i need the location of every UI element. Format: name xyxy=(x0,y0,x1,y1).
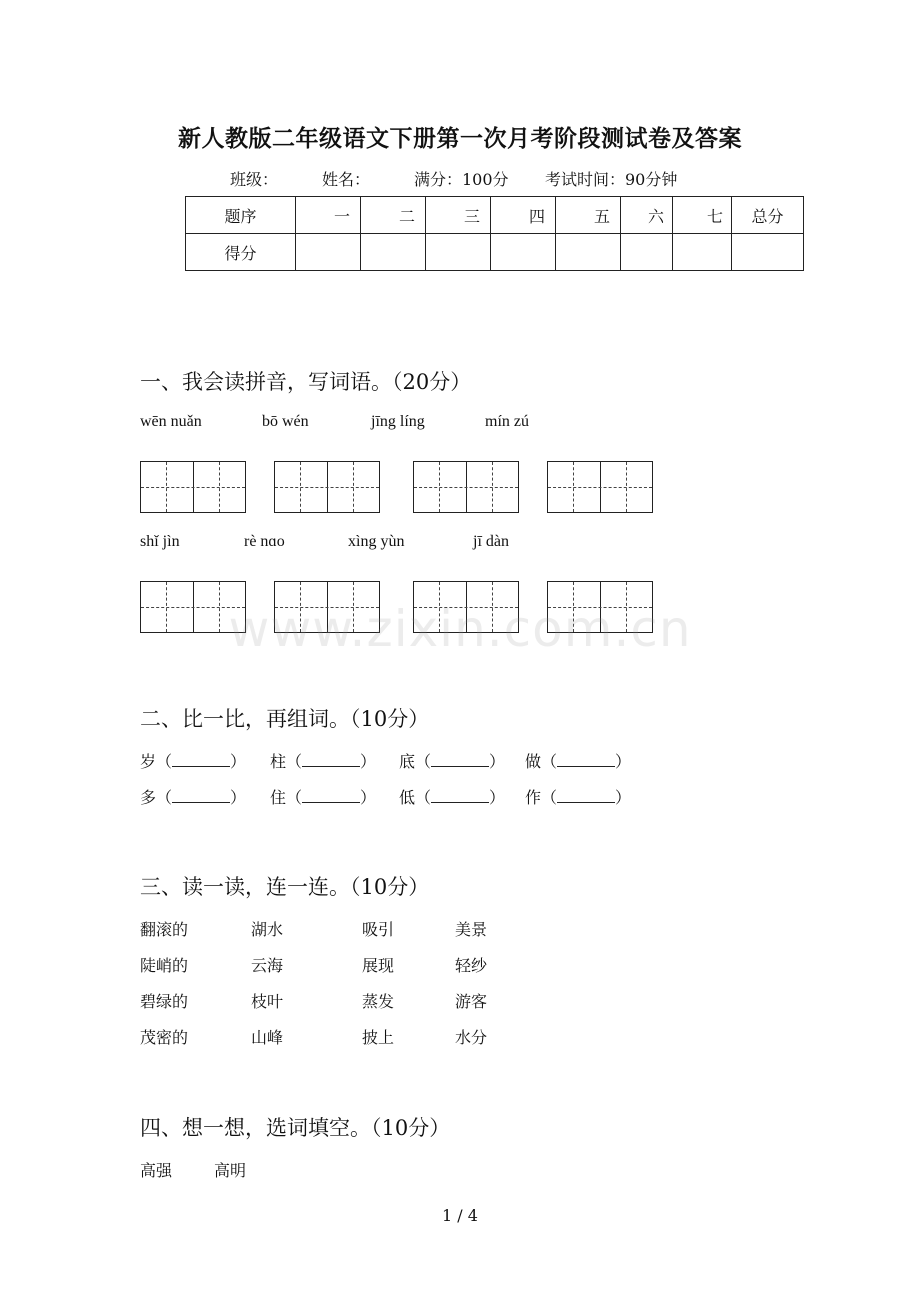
pinyin: wēn nuǎn xyxy=(140,413,202,430)
name-label: 姓名： xyxy=(322,170,371,189)
full-score: 满分：100分 xyxy=(414,170,509,189)
score-header-cell: 三 xyxy=(426,197,491,234)
word-pair-item: 底（ ） xyxy=(399,752,506,771)
score-cell[interactable] xyxy=(491,234,556,271)
match-word[interactable]: 山峰 xyxy=(251,1028,284,1047)
exam-time: 考试时间：90分钟 xyxy=(545,170,678,189)
score-cell[interactable] xyxy=(556,234,621,271)
pinyin: mín zú xyxy=(485,413,529,430)
watermark: www.zixin.com.cn xyxy=(228,600,692,658)
answer-blank[interactable] xyxy=(431,752,489,767)
pinyin: rè nɑo xyxy=(244,533,285,550)
writing-grid[interactable] xyxy=(140,461,246,513)
pinyin: jīng líng xyxy=(371,413,425,430)
score-cell[interactable] xyxy=(426,234,491,271)
word-pair-item: 柱（ ） xyxy=(270,752,377,771)
match-word[interactable]: 吸引 xyxy=(362,920,395,939)
score-table xyxy=(185,196,804,271)
score-cell[interactable] xyxy=(673,234,732,271)
score-header-cell: 题序 xyxy=(186,197,296,234)
choice-word: 高明 xyxy=(214,1161,247,1180)
word-pair-item: 住（ ） xyxy=(270,788,377,807)
answer-blank[interactable] xyxy=(557,788,615,803)
answer-blank[interactable] xyxy=(302,752,360,767)
score-header-cell: 总分 xyxy=(732,197,804,234)
writing-grid[interactable] xyxy=(547,461,653,513)
answer-blank[interactable] xyxy=(172,752,230,767)
word-pair-item: 低（ ） xyxy=(399,788,506,807)
pinyin: shǐ jìn xyxy=(140,533,180,550)
answer-blank[interactable] xyxy=(431,788,489,803)
score-header-cell: 六 xyxy=(621,197,673,234)
match-word[interactable]: 茂密的 xyxy=(140,1028,189,1047)
score-header-cell: 五 xyxy=(556,197,621,234)
writing-grid[interactable] xyxy=(274,461,380,513)
match-word[interactable]: 游客 xyxy=(455,992,488,1011)
section2-heading: 二、比一比，再组词。（10分） xyxy=(140,707,430,731)
score-header-cell: 二 xyxy=(361,197,426,234)
score-cell[interactable] xyxy=(621,234,673,271)
word-pair-item: 作（ ） xyxy=(525,788,632,807)
pinyin: xìng yùn xyxy=(348,533,405,550)
answer-blank[interactable] xyxy=(557,752,615,767)
answer-blank[interactable] xyxy=(302,788,360,803)
score-row-label: 得分 xyxy=(186,234,296,271)
pinyin: bō wén xyxy=(262,413,309,430)
match-word[interactable]: 水分 xyxy=(455,1028,488,1047)
match-word[interactable]: 展现 xyxy=(362,956,395,975)
match-word[interactable]: 枝叶 xyxy=(251,992,284,1011)
section3-heading: 三、读一读，连一连。（10分） xyxy=(140,875,430,899)
word-pair-item: 做（ ） xyxy=(525,752,632,771)
match-word[interactable]: 翻滚的 xyxy=(140,920,189,939)
score-cell[interactable] xyxy=(361,234,426,271)
match-word[interactable]: 美景 xyxy=(455,920,488,939)
match-word[interactable]: 蒸发 xyxy=(362,992,395,1011)
score-cell[interactable] xyxy=(296,234,361,271)
score-header-cell: 四 xyxy=(491,197,556,234)
match-word[interactable]: 轻纱 xyxy=(455,956,488,975)
class-label: 班级： xyxy=(230,170,279,189)
choice-word: 高强 xyxy=(140,1161,173,1180)
match-word[interactable]: 披上 xyxy=(362,1028,395,1047)
section4-heading: 四、想一想，选词填空。（10分） xyxy=(140,1116,451,1140)
writing-grid[interactable] xyxy=(413,461,519,513)
score-table-header-row xyxy=(186,197,804,234)
score-header-cell: 七 xyxy=(673,197,732,234)
score-table-score-row xyxy=(186,234,804,271)
pinyin: jī dàn xyxy=(473,533,509,550)
score-cell[interactable] xyxy=(732,234,804,271)
match-word[interactable]: 云海 xyxy=(251,956,284,975)
page-title: 新人教版二年级语文下册第一次月考阶段测试卷及答案 xyxy=(178,125,742,152)
match-word[interactable]: 陡峭的 xyxy=(140,956,189,975)
word-pair-item: 岁（ ） xyxy=(140,752,247,771)
match-word[interactable]: 湖水 xyxy=(251,920,284,939)
word-pair-item: 多（ ） xyxy=(140,788,247,807)
score-header-cell: 一 xyxy=(296,197,361,234)
match-word[interactable]: 碧绿的 xyxy=(140,992,189,1011)
answer-blank[interactable] xyxy=(172,788,230,803)
page-number: 1 / 4 xyxy=(442,1206,478,1225)
section1-heading: 一、我会读拼音，写词语。（20分） xyxy=(140,370,472,394)
